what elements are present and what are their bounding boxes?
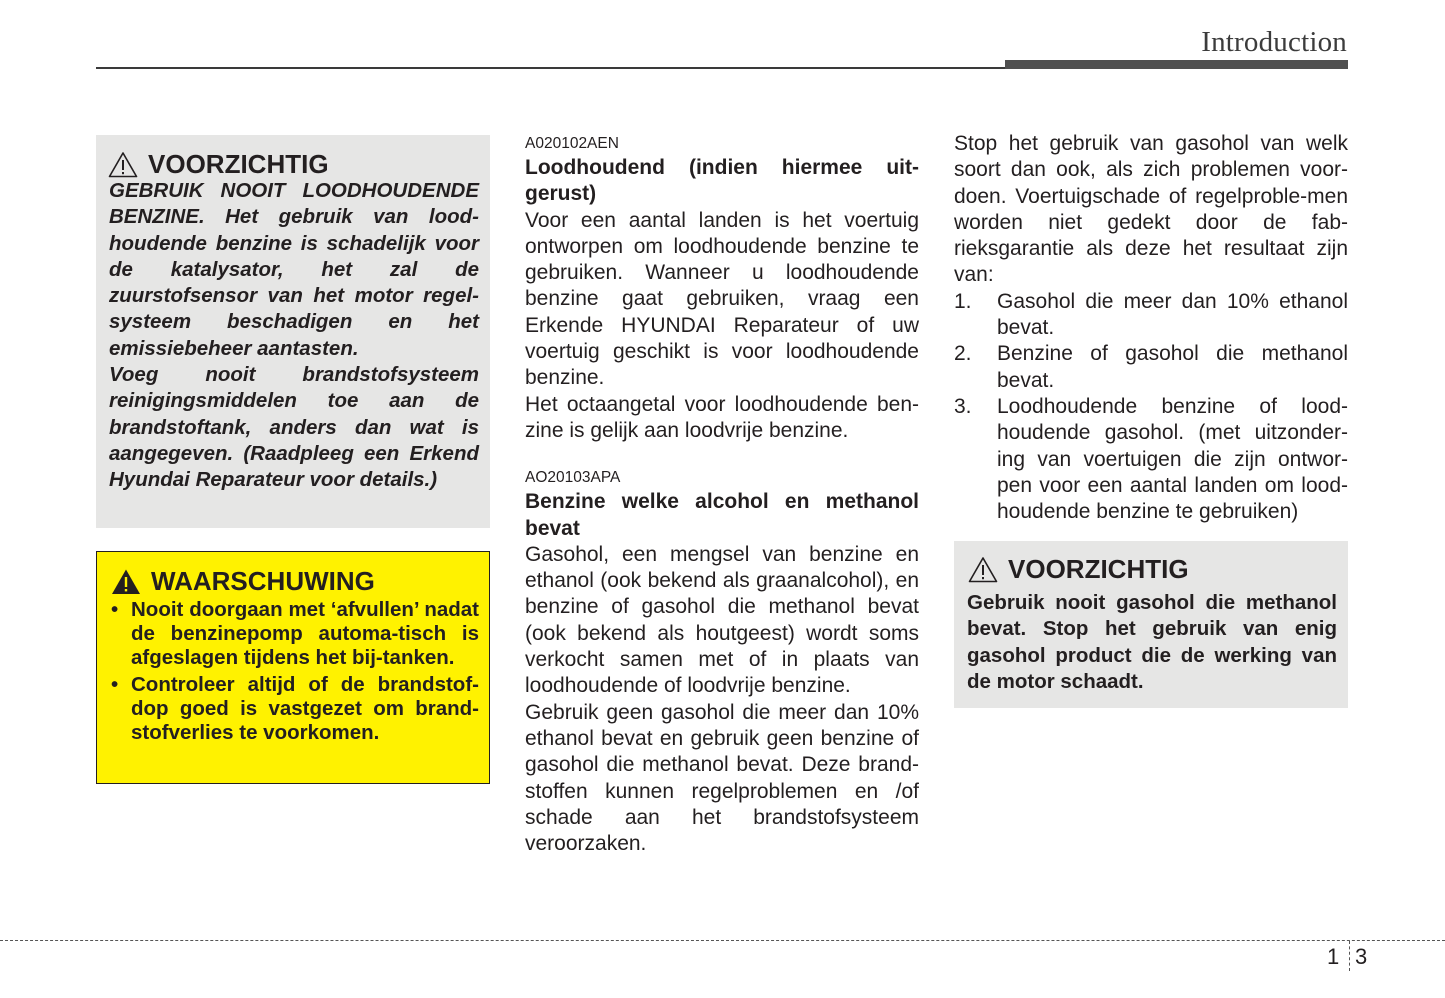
numbered-list-item xyxy=(954,341,1348,394)
page-number: 3 xyxy=(1355,944,1368,969)
chapter-number: 1 xyxy=(1327,944,1340,969)
section-code: A020102AEN xyxy=(525,135,619,152)
warning-item: • Controleer altijd of de brandstof-dop goed is vastgezet om brand-stofverlies te voorkomen. xyxy=(109,673,479,745)
caution-title-text: VOORZICHTIG xyxy=(1008,554,1189,584)
page-header-title: Introduction xyxy=(1201,26,1347,58)
section-paragraph: Het octaangetal voor loodhoudende ben-zine is gelijk aan loodvrije benzine. xyxy=(525,392,919,442)
list-number: 1. xyxy=(954,289,972,313)
caution-triangle-icon xyxy=(968,556,998,583)
numbered-list xyxy=(954,289,1348,526)
section-paragraph: Gasohol, een mengsel van benzine en ethanol (ook bekend als graanalcohol), en benzine of gasohol die methanol bevat (ook bekend als houtgeest) wordt soms verkocht samen met of in plaats van loodhoudende of loodvrije benzine. xyxy=(525,542,919,698)
caution-title xyxy=(108,149,329,179)
caution-body xyxy=(967,590,1337,695)
right-column xyxy=(954,131,1348,525)
section-paragraph: Gebruik geen gasohol die meer dan 10% ethanol bevat en gebruik geen benzine of gasohol die methanol bevat. Deze brand-stoffen kunnen regelproblemen en /of schade aan het brandstofsysteem veroorzaken. xyxy=(525,700,919,856)
page-number-divider xyxy=(1349,941,1350,971)
list-item-text: Gasohol die meer dan 10% ethanol bevat. xyxy=(997,289,1348,340)
caution-body xyxy=(109,178,479,494)
list-number: 2. xyxy=(954,342,972,366)
numbered-list-item xyxy=(954,289,1348,342)
warning-title-text: WAARSCHUWING xyxy=(151,566,375,596)
section-paragraph: Voor een aantal landen is het voertuig ontworpen om loodhoudende benzine te gebruiken. Wanneer u loodhoudende benzine gaat gebruiken, vraag een Erkende HYUNDAI Reparateur of uw voertuig geschikt is voor loodhoudende benzine. xyxy=(525,208,919,390)
warning-triangle-icon xyxy=(111,568,141,595)
caution-paragraph: GEBRUIK NOOIT LOODHOUDENDE BENZINE. Het gebruik van lood-houdende benzine is schadelijk voor de katalysator, het zal de zuurstofsensor van het motor regel-systeem beschadigen en het emissiebeheer aantasten. xyxy=(109,179,479,360)
caution-title xyxy=(968,554,1189,584)
list-number: 3. xyxy=(954,394,972,418)
numbered-list-item xyxy=(954,394,1348,525)
warning-box-refueling xyxy=(96,551,490,784)
section-title: Benzine welke alcohol en methanol bevat xyxy=(525,490,919,540)
footer-rule xyxy=(0,940,1445,941)
header-rule-accent xyxy=(1005,60,1348,69)
caution-paragraph: Voeg nooit brandstofsysteem reinigingsmiddelen toe aan de brandstoftank, anders dan wat is aangegeven. (Raadpleeg een Erkend Hyundai Reparateur voor details.) xyxy=(109,363,479,492)
caution-triangle-icon xyxy=(108,151,138,178)
list-item-text: Benzine of gasohol die methanol bevat. xyxy=(997,342,1348,392)
right-intro-paragraph: Stop het gebruik van gasohol van welk soort dan ook, als zich problemen voor-doen. Voertuigschade of regelproble-men worden niet gedekt door de fab-rieksgarantie als deze het resultaat zijn van: xyxy=(954,132,1348,287)
list-item-text: Loodhoudende benzine of lood-houdende gasohol. (met uitzonder-ing van voertuigen die zijn ontwor-pen voor een aantal landen om lood-houdende benzine te gebruiken) xyxy=(997,394,1348,524)
caution-title-text: VOORZICHTIG xyxy=(148,149,329,179)
warning-item: • Nooit doorgaan met ‘afvullen’ nadat de benzinepomp automa-tisch is afgeslagen tijdens het bij-tanken. xyxy=(109,598,479,670)
middle-column xyxy=(525,133,919,857)
section-code: AO20103APA xyxy=(525,469,621,487)
caution-paragraph: Gebruik nooit gasohol die methanol bevat. Stop het gebruik van enig gasohol product die de werking van de motor schaadt. xyxy=(967,591,1337,693)
warning-list xyxy=(109,598,479,748)
caution-box-gasohol xyxy=(954,541,1348,708)
section-title: Loodhoudend (indien hiermee uit-gerust) xyxy=(525,156,919,206)
caution-box-leaded-fuel xyxy=(96,135,490,528)
warning-title xyxy=(111,566,375,596)
